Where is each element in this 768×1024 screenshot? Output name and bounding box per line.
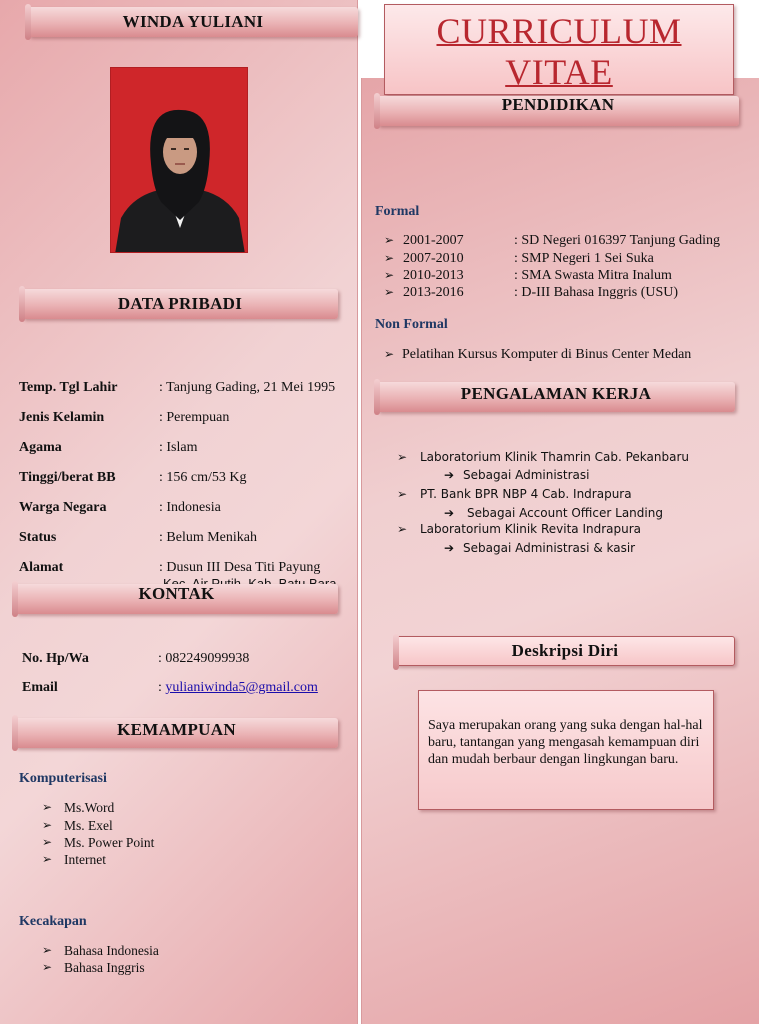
arrow-bullet-icon: ➢ bbox=[384, 251, 395, 265]
profile-photo bbox=[110, 67, 248, 253]
experience-place: PT. Bank BPR NBP 4 Cab. Indrapura bbox=[420, 487, 632, 501]
deskripsi-header bbox=[395, 636, 735, 666]
email-label: Email bbox=[22, 680, 58, 695]
arrow-bullet-icon: ➢ bbox=[384, 347, 395, 361]
arrow-bullet-icon: ➢ bbox=[42, 943, 53, 957]
skill-item bbox=[42, 852, 106, 868]
personal-row-religion bbox=[19, 440, 349, 456]
nonformal-item bbox=[384, 347, 691, 363]
skill-label: Ms. Power Point bbox=[64, 835, 155, 850]
education-school: : SMP Negeri 1 Sei Suka bbox=[514, 251, 654, 266]
personal-row-gender bbox=[19, 410, 349, 426]
arrow-bullet-icon: ➢ bbox=[42, 800, 53, 814]
description-text: Saya merupakan orang yang suka dengan hal-hal baru, tantangan yang mengasah kemampuan diri dan mudah berbaur dengan lingkungan baru. bbox=[428, 718, 703, 767]
cv-title-line1: CURRICULUM bbox=[436, 11, 682, 51]
personal-row-height bbox=[19, 470, 349, 486]
experience-role-label: Sebagai Account Officer Landing bbox=[467, 506, 663, 520]
height-label: Tinggi/berat BB bbox=[19, 470, 116, 485]
pendidikan-header bbox=[377, 96, 739, 126]
experience-role-label: Sebagai Administrasi bbox=[463, 468, 590, 482]
religion-label: Agama bbox=[19, 440, 62, 455]
personal-row-citizenship bbox=[19, 500, 349, 516]
birth-label: Temp. Tgl Lahir bbox=[19, 380, 118, 395]
phone-value: : 082249099938 bbox=[158, 651, 250, 666]
personal-row-birth bbox=[19, 380, 349, 396]
education-school: : SD Negeri 016397 Tanjung Gading bbox=[514, 233, 721, 248]
phone-label: No. Hp/Wa bbox=[22, 651, 89, 666]
experience-item bbox=[397, 522, 641, 536]
name-banner bbox=[28, 7, 358, 37]
education-school: : D-III Bahasa Inggris (USU) bbox=[514, 285, 679, 300]
birth-value: : Tanjung Gading, 21 Mei 1995 bbox=[159, 380, 336, 395]
experience-role bbox=[444, 506, 663, 520]
height-value: : 156 cm/53 Kg bbox=[159, 470, 247, 485]
skill-label: Internet bbox=[64, 852, 106, 867]
education-row bbox=[384, 233, 720, 249]
experience-place: Laboratorium Klinik Thamrin Cab. Pekanbaru bbox=[420, 450, 689, 464]
nonformal-label: Pelatihan Kursus Komputer di Binus Center Medan bbox=[402, 347, 692, 362]
kemampuan-header bbox=[15, 718, 338, 748]
experience-role bbox=[444, 541, 635, 555]
education-years: 2013-2016 bbox=[403, 285, 464, 300]
arrow-bullet-icon: ➢ bbox=[42, 960, 53, 974]
experience-item bbox=[397, 487, 632, 501]
email-value-wrap bbox=[158, 680, 352, 696]
skill-item bbox=[42, 835, 154, 851]
kontak-title: KONTAK bbox=[138, 584, 215, 603]
arrow-bullet-icon: ➢ bbox=[384, 233, 395, 247]
skill-label: Ms. Exel bbox=[64, 818, 113, 833]
language-item bbox=[42, 960, 145, 976]
education-row bbox=[384, 285, 678, 301]
citizenship-value: : Indonesia bbox=[159, 500, 221, 515]
personal-row-address bbox=[19, 560, 349, 576]
education-school: : SMA Swasta Mitra Inalum bbox=[514, 268, 672, 283]
email-separator: : bbox=[158, 680, 166, 695]
formal-title: Formal bbox=[375, 204, 420, 219]
skill-label: Ms.Word bbox=[64, 800, 115, 815]
contact-row-phone bbox=[22, 651, 352, 667]
kontak-header bbox=[15, 584, 338, 614]
arrow-bullet-icon: ➢ bbox=[384, 268, 395, 282]
language-label: Bahasa Inggris bbox=[64, 960, 145, 975]
pengalaman-title: PENGALAMAN KERJA bbox=[460, 384, 652, 403]
experience-role-label: Sebagai Administrasi & kasir bbox=[463, 541, 636, 555]
arrow-bullet-icon: ➢ bbox=[42, 818, 53, 832]
education-row bbox=[384, 251, 654, 267]
cv-title-line2: VITAE bbox=[505, 52, 613, 92]
kemampuan-title: KEMAMPUAN bbox=[117, 720, 236, 739]
experience-item bbox=[397, 450, 689, 464]
citizenship-label: Warga Negara bbox=[19, 500, 107, 515]
candidate-name: WINDA YULIANI bbox=[122, 12, 264, 31]
arrow-right-icon: ➔ bbox=[444, 541, 455, 555]
email-link[interactable]: yulianiwinda5@gmail.com bbox=[165, 680, 318, 695]
cv-title-box bbox=[384, 4, 734, 95]
arrow-bullet-icon: ➢ bbox=[397, 487, 408, 501]
data-pribadi-header bbox=[22, 289, 338, 319]
pengalaman-header bbox=[377, 382, 735, 412]
arrow-right-icon: ➔ bbox=[444, 468, 455, 482]
person-portrait-icon bbox=[111, 68, 248, 253]
religion-value: : Islam bbox=[159, 440, 198, 455]
personal-row-status bbox=[19, 530, 349, 546]
experience-role bbox=[444, 468, 590, 482]
status-value: : Belum Menikah bbox=[159, 530, 257, 545]
address-value: : Dusun III Desa Titi Payung bbox=[159, 560, 321, 575]
arrow-right-icon: ➔ bbox=[444, 506, 455, 520]
pendidikan-title: PENDIDIKAN bbox=[501, 95, 615, 114]
data-pribadi-title: DATA PRIBADI bbox=[117, 294, 243, 313]
language-label: Bahasa Indonesia bbox=[64, 943, 159, 958]
arrow-bullet-icon: ➢ bbox=[397, 522, 408, 536]
skill-item bbox=[42, 800, 114, 816]
arrow-bullet-icon: ➢ bbox=[397, 450, 408, 464]
language-item bbox=[42, 943, 159, 959]
deskripsi-title: Deskripsi Diri bbox=[511, 641, 619, 660]
description-box bbox=[418, 690, 714, 810]
education-years: 2010-2013 bbox=[403, 268, 464, 283]
nonformal-title: Non Formal bbox=[375, 317, 448, 332]
experience-place: Laboratorium Klinik Revita Indrapura bbox=[420, 522, 641, 536]
status-label: Status bbox=[19, 530, 57, 545]
arrow-bullet-icon: ➢ bbox=[42, 852, 53, 866]
contact-row-email bbox=[22, 680, 352, 696]
education-years: 2001-2007 bbox=[403, 233, 464, 248]
gender-label: Jenis Kelamin bbox=[19, 410, 105, 425]
gender-value: : Perempuan bbox=[159, 410, 230, 425]
computer-skills-title: Komputerisasi bbox=[19, 771, 107, 786]
skill-item bbox=[42, 818, 113, 834]
arrow-bullet-icon: ➢ bbox=[42, 835, 53, 849]
education-row bbox=[384, 268, 672, 284]
education-years: 2007-2010 bbox=[403, 251, 464, 266]
address-label: Alamat bbox=[19, 560, 64, 575]
arrow-bullet-icon: ➢ bbox=[384, 285, 395, 299]
language-skills-title: Kecakapan bbox=[19, 914, 87, 929]
